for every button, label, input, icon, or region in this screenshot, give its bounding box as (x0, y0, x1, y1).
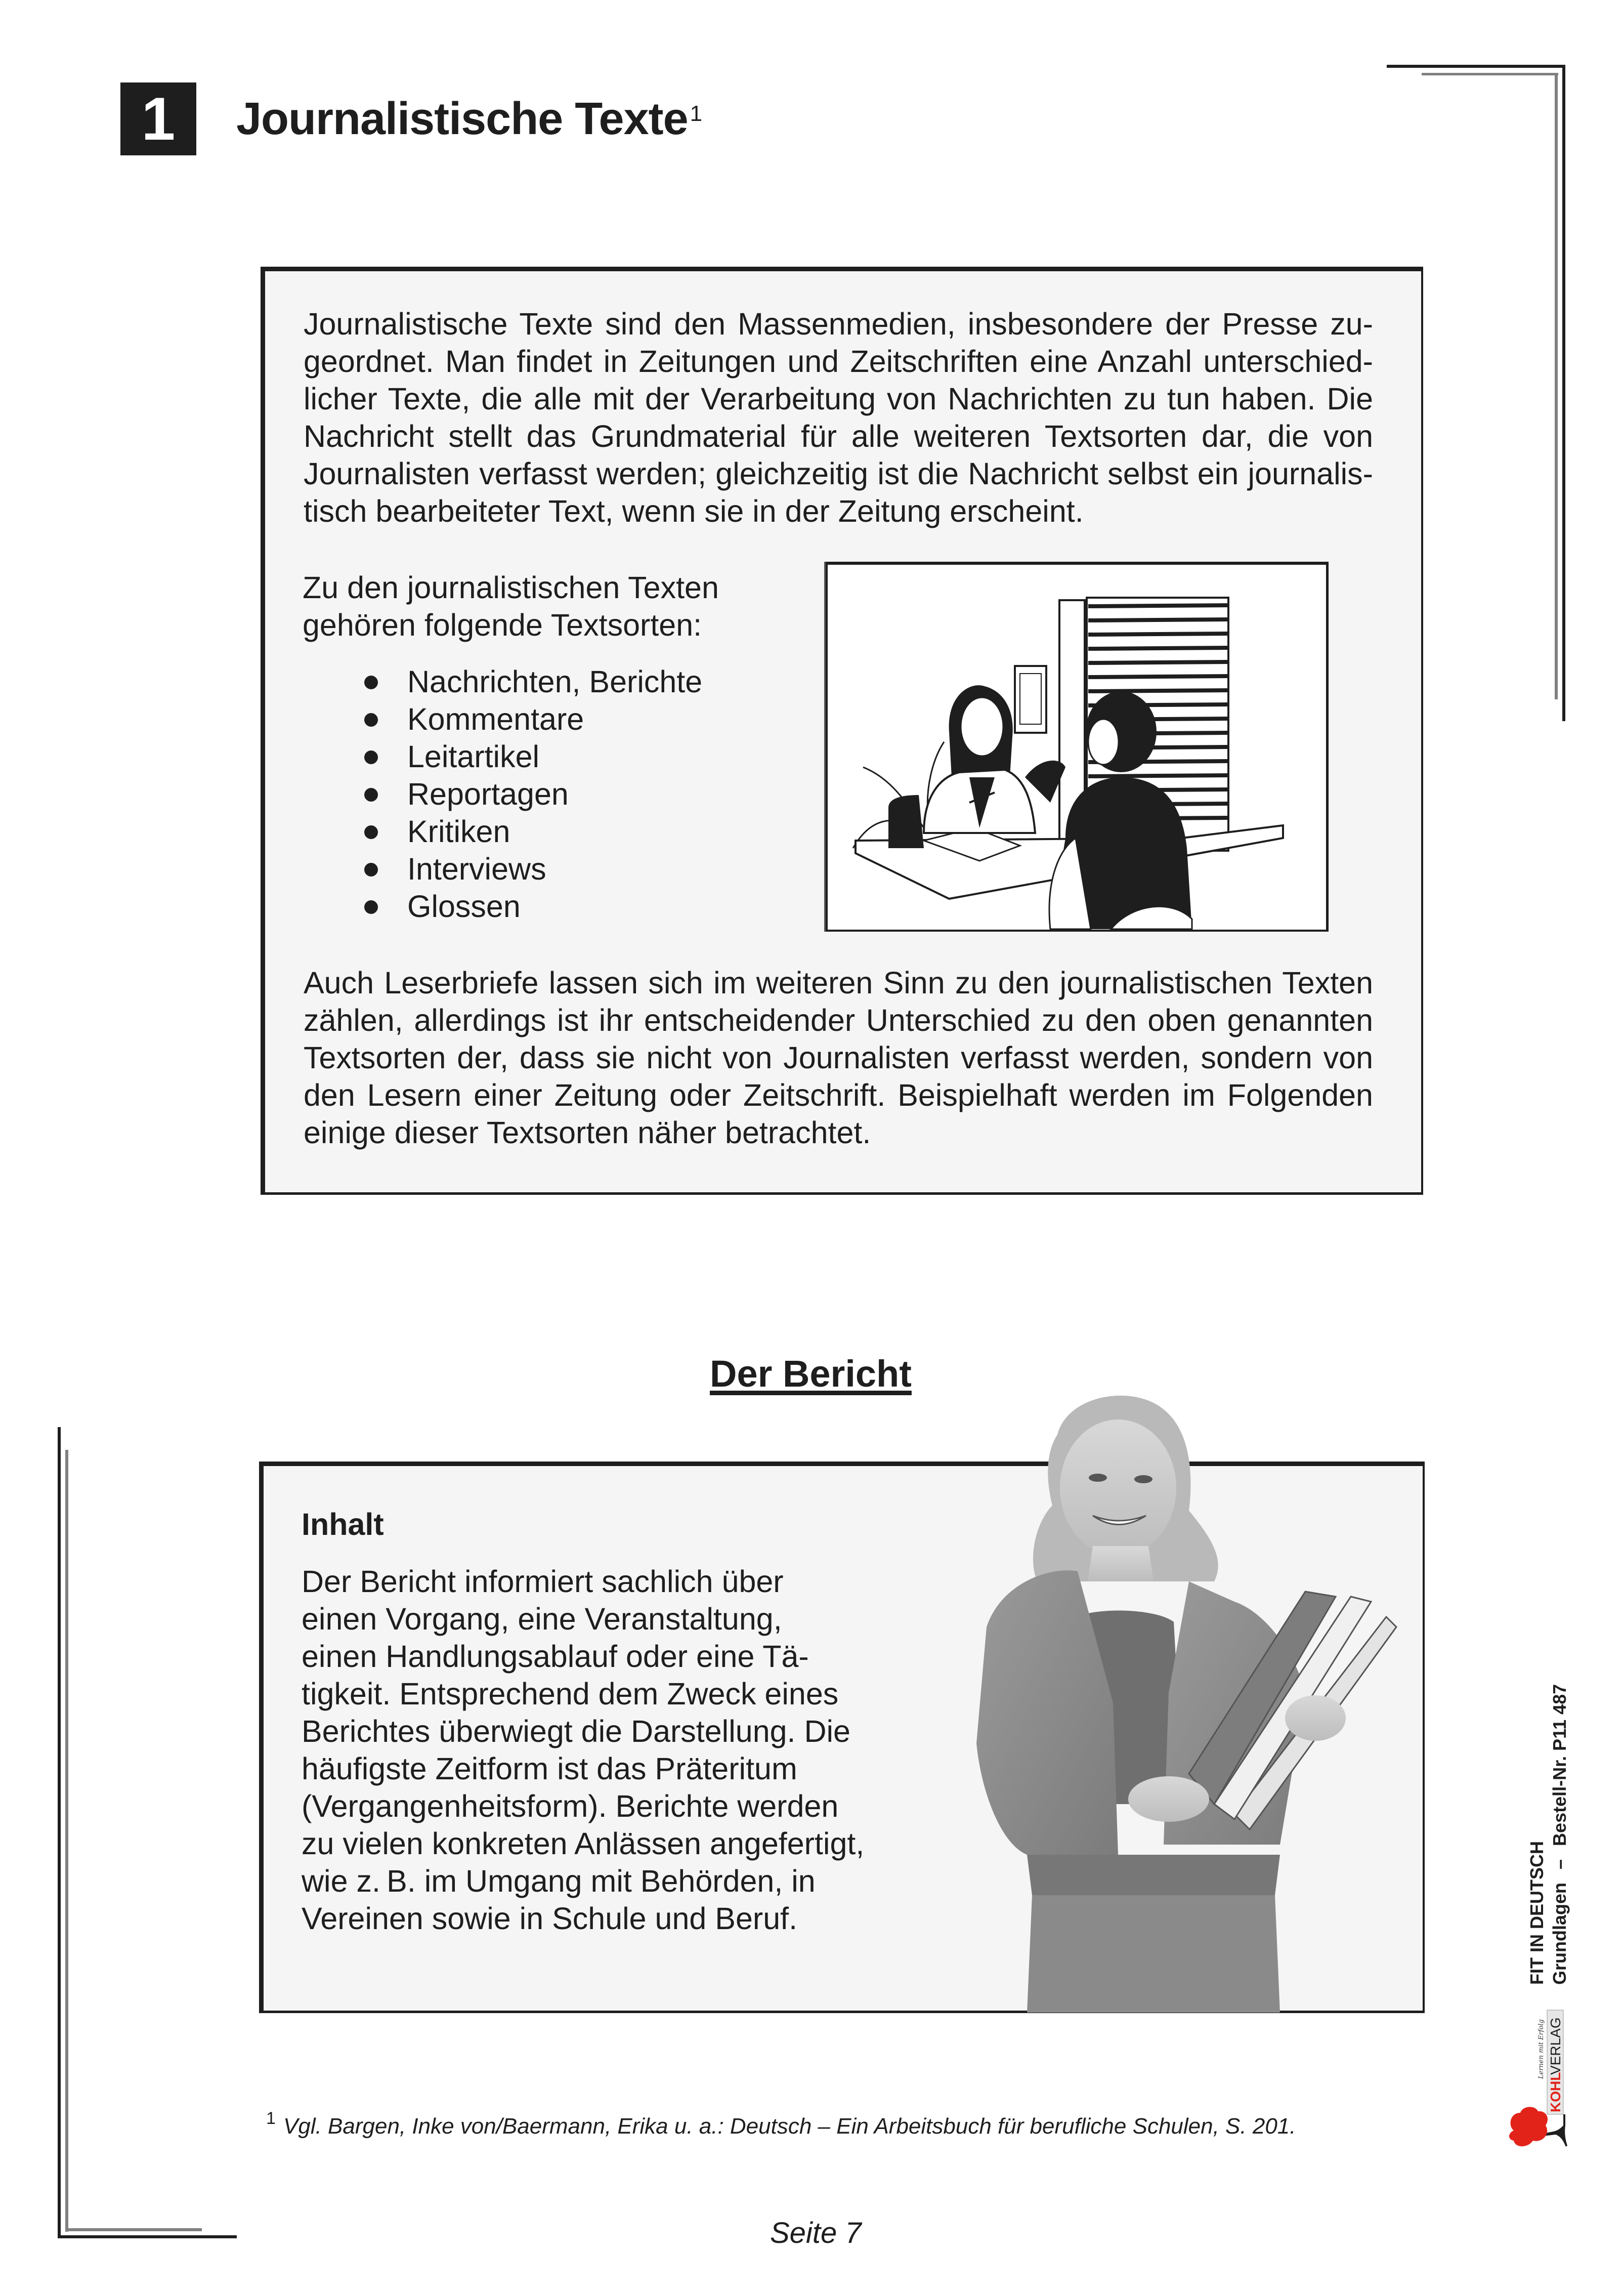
list-item (354, 663, 759, 700)
closing-line: zählen, allerdings ist ihr entscheidender Unterschied zu den oben genannten (304, 1003, 1373, 1037)
bericht-line: einen Vorgang, eine Veranstaltung, (302, 1602, 782, 1636)
separator: – (1549, 1859, 1570, 1869)
bericht-line: Vereinen sowie in Schule und Beruf. (302, 1901, 798, 1936)
closing-line: Auch Leserbriefe lassen sich im weiteren Sinn zu den journalistischen Texten (304, 966, 1373, 1000)
page-number: Seite 7 (770, 2217, 862, 2249)
interview-illustration (826, 562, 1329, 932)
logo-tree-crown (1509, 2107, 1548, 2146)
lead-line: gehören folgende Textsorten: (303, 608, 702, 642)
list-item (354, 813, 759, 850)
corner-bracket-top-right-gray-h (1422, 73, 1558, 75)
footnote-mark: 1 (266, 2109, 276, 2128)
bullet-icon (364, 750, 378, 764)
kohl-verlag-logo (1508, 2004, 1568, 2156)
list-item (354, 775, 759, 813)
corner-bracket-top-right-gray-v (1555, 73, 1558, 699)
bericht-line: zu vielen konkreten Anlässen angefertigt, (302, 1826, 865, 1861)
series-subtitle (1549, 1684, 1570, 1985)
bullet-icon (364, 900, 378, 914)
bullet-icon (364, 676, 378, 689)
bericht-line: einen Handlungsablauf oder eine Tä- (302, 1639, 809, 1674)
logo-tagline: Lernen mit Erfolg (1537, 2019, 1545, 2079)
bericht-line: Der Bericht informiert sachlich über (302, 1564, 784, 1599)
intro-line: geordnet. Man findet in Zeitungen und Zeitschriften eine Anzahl unterschied- (304, 344, 1373, 379)
box-heading: Inhalt (302, 1507, 384, 1541)
corner-bracket-bottom-left-black-v (58, 1427, 61, 2238)
corner-bracket-top-right-black-h (1387, 65, 1565, 68)
page-title-text: Journalistische Texte (236, 94, 688, 144)
bullet-icon (364, 863, 378, 876)
text-types-lead (303, 569, 758, 644)
bullet-icon (364, 713, 378, 727)
closing-line: einige dieser Textsorten näher betrachtet. (304, 1115, 871, 1150)
hand-left (1128, 1776, 1209, 1822)
list-item (354, 738, 759, 775)
bericht-line: wie z. B. im Umgang mit Behörden, in (302, 1864, 816, 1898)
bericht-line: (Vergangenheitsform). Berichte werden (302, 1789, 839, 1823)
intro-line: licher Texte, die alle mit der Verarbeitung von Nachrichten zu tun haben. Die (304, 382, 1373, 416)
list-item-label: Reportagen (407, 777, 569, 811)
bericht-line: Berichtes überwiegt die Darstellung. Die (302, 1714, 850, 1748)
intro-line: Journalisten verfasst werden; gleichzeitig ist die Nachricht selbst ein journalis- (304, 456, 1373, 491)
closing-line: Textsorten der, dass sie nicht von Journalisten verfasst werden, sondern von (304, 1040, 1373, 1075)
chapter-number-badge: 1 (120, 82, 196, 155)
corner-bracket-bottom-left-gray-v (65, 1450, 68, 2232)
lead-line: Zu den journalistischen Texten (303, 570, 719, 605)
list-item-label: Interviews (407, 852, 546, 886)
bericht-paragraph (302, 1563, 909, 1937)
interview-drawing (828, 565, 1326, 930)
list-item (354, 700, 759, 738)
list-item-label: Nachrichten, Berichte (407, 664, 703, 699)
intro-line: Journalistische Texte sind den Massenmedien, insbesondere der Presse zu- (304, 307, 1373, 341)
corner-bracket-bottom-left-black-h (58, 2235, 237, 2238)
logo-brand-kohl: KOHL (1548, 2072, 1563, 2112)
bericht-line: häufigste Zeitform ist das Präteritum (302, 1751, 797, 1786)
corner-bracket-bottom-left-gray-h (65, 2228, 202, 2231)
title-footnote-ref[interactable]: 1 (690, 101, 702, 126)
list-item-label: Glossen (407, 889, 521, 924)
series-title: FIT IN DEUTSCH (1526, 1841, 1547, 1985)
bullet-icon (364, 825, 378, 839)
bullet-icon (364, 788, 378, 802)
section-heading: Der Bericht (710, 1353, 912, 1395)
jeans (1027, 1895, 1280, 2013)
text-types-list (354, 663, 759, 925)
corner-bracket-top-right-black-v (1562, 65, 1565, 721)
intro-line: Nachricht stellt das Grundmaterial für alle weiteren Textsorten dar, die von (304, 419, 1373, 453)
order-number: Bestell-Nr. P11 487 (1549, 1684, 1570, 1846)
closing-line: den Lesern einer Zeitung oder Zeitschrift. Beispielhaft werden im Folgenden (304, 1078, 1373, 1112)
list-item (354, 850, 759, 888)
student-with-books-image (951, 1389, 1406, 2013)
intro-line: tisch bearbeiteter Text, wenn sie in der Zeitung erscheint. (304, 494, 1084, 528)
chair (888, 795, 924, 848)
list-item-label: Kommentare (407, 702, 584, 736)
subtitle-text: Grundlagen (1549, 1882, 1570, 1985)
face (1060, 1420, 1176, 1556)
hand-right (1285, 1695, 1346, 1741)
student-photo (951, 1389, 1406, 2013)
kohl-verlag-logo-mark (1508, 2004, 1568, 2156)
logo-brand-verlag: VERLAG (1548, 2017, 1563, 2075)
list-item-label: Kritiken (407, 814, 510, 849)
bericht-line: tigkeit. Entsprechend dem Zweck eines (302, 1677, 839, 1711)
list-item-label: Leitartikel (407, 739, 540, 774)
footnote-text: Vgl. Bargen, Inke von/Baermann, Erika u. a.: Deutsch – Ein Arbeitsbuch für berufliche Schulen, S. 201. (283, 2114, 1296, 2139)
list-item (354, 888, 759, 925)
leserbriefe-paragraph (304, 964, 1373, 1151)
page-title (236, 91, 702, 147)
intro-paragraph (304, 305, 1373, 530)
